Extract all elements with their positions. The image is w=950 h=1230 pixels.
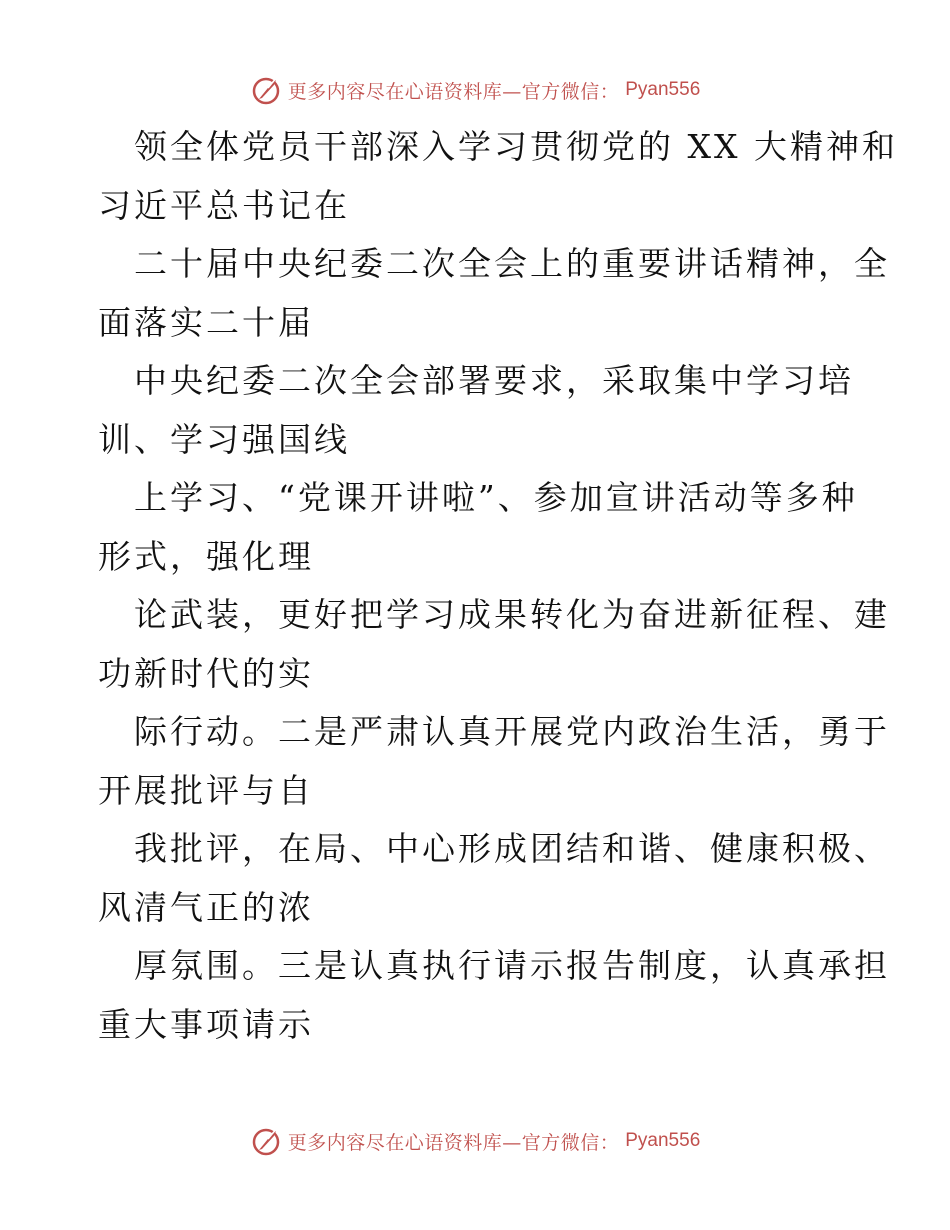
quill-pen-logo-icon bbox=[250, 74, 282, 106]
body-line: 论武装，更好把学习成果转化为奋进新征程、建 bbox=[134, 595, 890, 634]
watermark-text: 更多内容尽在心语资料库—官方微信： bbox=[287, 1131, 620, 1154]
body-line: 厚氛围。三是认真执行请示报告制度，认真承担 bbox=[134, 946, 890, 985]
body-line: 领全体党员干部深入学习贯彻党的 XX 大精神和 bbox=[134, 127, 898, 166]
footer-watermark bbox=[0, 1121, 950, 1161]
body-line: 重大事项请示 bbox=[98, 1004, 314, 1044]
body-line: 风清气正的浓 bbox=[98, 887, 314, 927]
watermark-wechat-id: Pyan556 bbox=[625, 79, 701, 100]
watermark-wechat-id: Pyan556 bbox=[625, 1130, 701, 1151]
document-body bbox=[98, 118, 898, 1054]
body-line: 上学习、“党课开讲啦”、参加宣讲活动等多种 bbox=[134, 478, 858, 517]
body-line: 训、学习强国线 bbox=[98, 419, 350, 459]
body-line: 习近平总书记在 bbox=[98, 185, 350, 225]
body-line: 际行动。二是严肃认真开展党内政治生活，勇于 bbox=[134, 712, 890, 751]
quill-pen-logo-icon bbox=[250, 1125, 282, 1157]
watermark-text: 更多内容尽在心语资料库—官方微信： bbox=[287, 80, 620, 103]
body-line: 中央纪委二次全会部署要求，采取集中学习培 bbox=[134, 361, 854, 400]
body-line: 我批评，在局、中心形成团结和谐、健康积极、 bbox=[134, 829, 890, 868]
body-line: 开展批评与自 bbox=[98, 770, 314, 810]
body-line: 面落实二十届 bbox=[98, 302, 314, 342]
body-line: 形式，强化理 bbox=[98, 536, 314, 576]
body-line: 二十届中央纪委二次全会上的重要讲话精神，全 bbox=[134, 244, 890, 283]
body-line: 功新时代的实 bbox=[98, 653, 314, 693]
header-watermark bbox=[0, 70, 950, 110]
